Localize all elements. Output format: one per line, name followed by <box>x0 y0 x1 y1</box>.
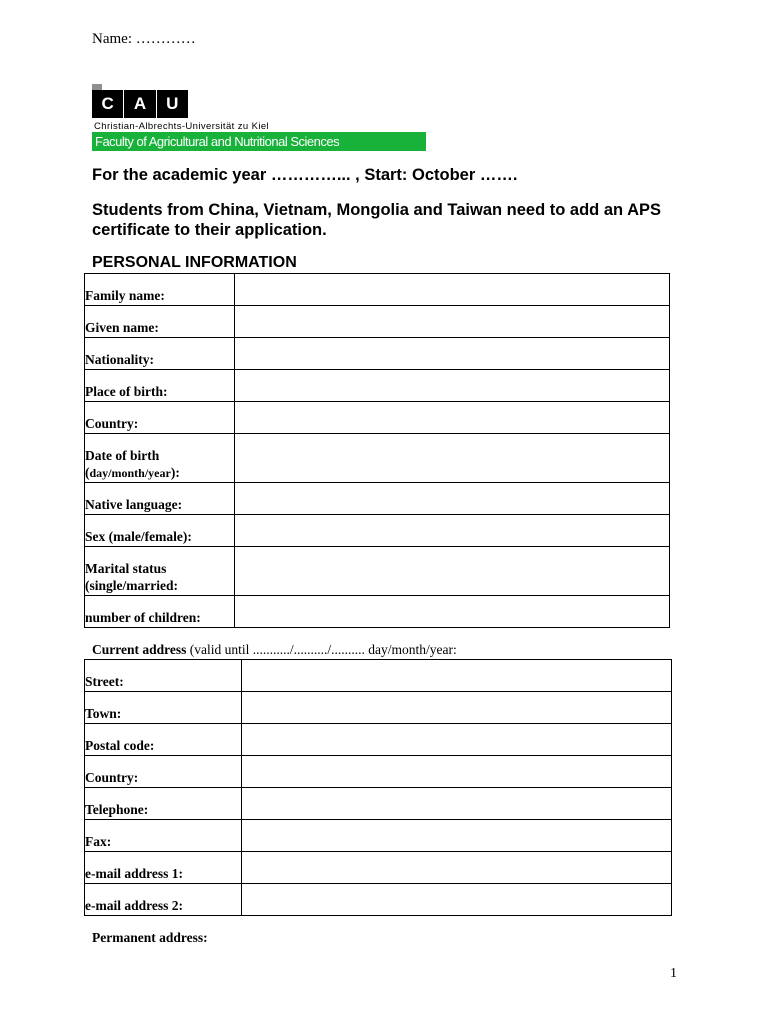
table-row <box>85 483 670 515</box>
sex-field[interactable] <box>235 515 670 547</box>
logo-letter-u: U <box>166 94 179 113</box>
address-country-field[interactable] <box>242 756 672 788</box>
table-row <box>85 402 670 434</box>
date-of-birth-field[interactable] <box>235 434 670 483</box>
current-address-table <box>84 659 672 916</box>
street-field[interactable] <box>242 660 672 692</box>
table-row <box>85 660 672 692</box>
table-row <box>85 338 670 370</box>
table-row <box>85 724 672 756</box>
postal-code-label: Postal code: <box>85 724 242 756</box>
family-name-label: Family name: <box>85 274 235 306</box>
page-number: 1 <box>670 966 677 981</box>
table-row <box>85 884 672 916</box>
table-row <box>85 547 670 596</box>
town-field[interactable] <box>242 692 672 724</box>
personal-information-table <box>84 273 670 628</box>
nationality-field[interactable] <box>235 338 670 370</box>
fax-label: Fax: <box>85 820 242 852</box>
number-of-children-field[interactable] <box>235 596 670 628</box>
nationality-label: Nationality: <box>85 338 235 370</box>
table-row <box>85 306 670 338</box>
place-of-birth-field[interactable] <box>235 370 670 402</box>
marital-status-field[interactable] <box>235 547 670 596</box>
name-line: Name: ………… <box>92 31 196 47</box>
number-of-children-label: number of children: <box>85 596 235 628</box>
email-1-field[interactable] <box>242 852 672 884</box>
native-language-label: Native language: <box>85 483 235 515</box>
email-2-field[interactable] <box>242 884 672 916</box>
town-label: Town: <box>85 692 242 724</box>
personal-information-title: PERSONAL INFORMATION <box>92 254 297 271</box>
table-row <box>85 756 672 788</box>
table-row <box>85 274 670 306</box>
telephone-field[interactable] <box>242 788 672 820</box>
university-logo <box>92 90 188 118</box>
date-of-birth-label: Date of birth (day/month/year): <box>85 434 235 483</box>
native-language-field[interactable] <box>235 483 670 515</box>
academic-year-line: For the academic year …………... , Start: October ……. <box>92 166 518 184</box>
logo-letter-a: A <box>124 90 156 118</box>
birth-country-label: Country: <box>85 402 235 434</box>
telephone-label: Telephone: <box>85 788 242 820</box>
place-of-birth-label: Place of birth: <box>85 370 235 402</box>
marital-status-label: Marital status (single/married: <box>85 547 235 596</box>
logo-letter-c: C <box>92 90 124 118</box>
family-name-field[interactable] <box>235 274 670 306</box>
email-1-label: e-mail address 1: <box>85 852 242 884</box>
sex-label: Sex (male/female): <box>85 515 235 547</box>
table-row <box>85 515 670 547</box>
table-row <box>85 820 672 852</box>
email-2-label: e-mail address 2: <box>85 884 242 916</box>
given-name-label: Given name: <box>85 306 235 338</box>
aps-notice: Students from China, Vietnam, Mongolia and Taiwan need to add an APS certificate to their application. <box>92 201 662 239</box>
university-name: Christian-Albrechts-Universität zu Kiel <box>94 121 270 132</box>
table-row <box>85 788 672 820</box>
table-row <box>85 692 672 724</box>
table-row <box>85 370 670 402</box>
given-name-field[interactable] <box>235 306 670 338</box>
faculty-banner: Faculty of Agricultural and Nutritional Sciences <box>92 132 426 151</box>
fax-field[interactable] <box>242 820 672 852</box>
current-address-heading: Current address (valid until .........../........../.......... day/month/year: <box>92 642 457 657</box>
address-country-label: Country: <box>85 756 242 788</box>
postal-code-field[interactable] <box>242 724 672 756</box>
birth-country-field[interactable] <box>235 402 670 434</box>
table-row <box>85 596 670 628</box>
table-row <box>85 852 672 884</box>
permanent-address-label: Permanent address: <box>92 930 208 945</box>
table-row <box>85 434 670 483</box>
street-label: Street: <box>85 660 242 692</box>
